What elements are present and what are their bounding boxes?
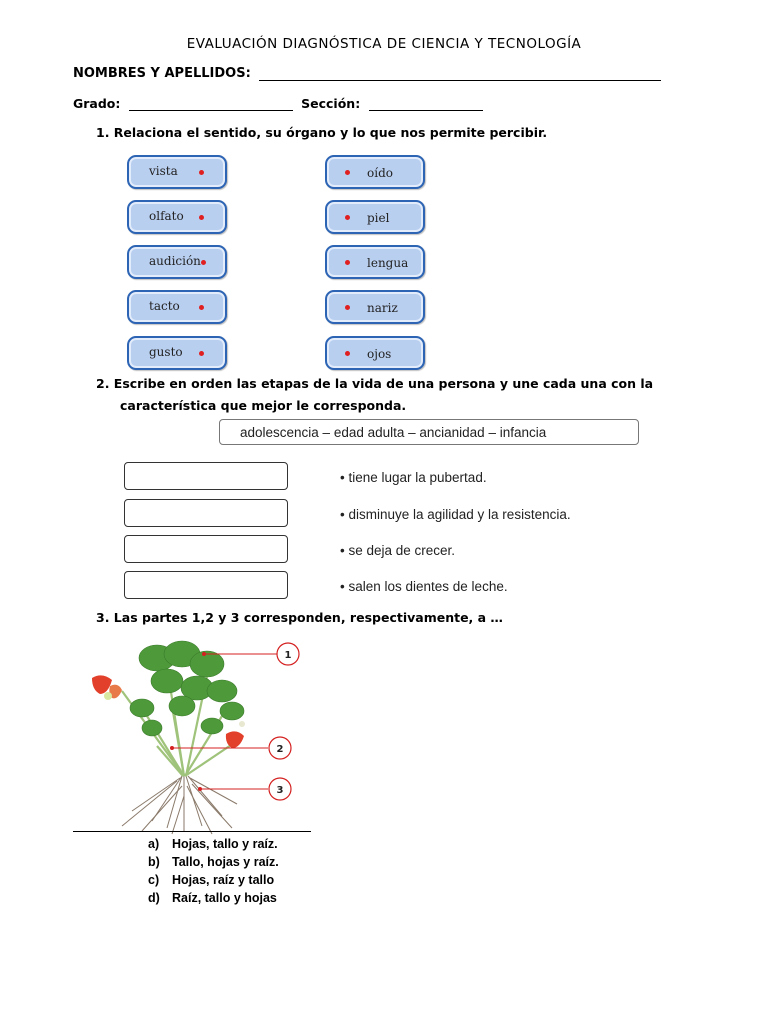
- question-3: 3. Las partes 1,2 y 3 corresponden, respectivamente, a …: [96, 610, 503, 625]
- connect-dot[interactable]: [199, 305, 204, 310]
- connect-dot[interactable]: [201, 260, 206, 265]
- grado-label: Grado:: [73, 96, 121, 111]
- seccion-label: Sección:: [301, 96, 361, 111]
- organ-card[interactable]: [325, 245, 425, 279]
- sense-label: vista: [149, 164, 178, 178]
- callout-label-3: 3: [276, 785, 284, 796]
- organ-label: lengua: [367, 256, 409, 270]
- grado-field[interactable]: [129, 97, 293, 111]
- option-letter: a): [148, 837, 160, 851]
- seccion-field[interactable]: [369, 97, 483, 111]
- sense-card[interactable]: [127, 155, 227, 189]
- connect-dot[interactable]: [345, 260, 350, 265]
- stages-word-bank: adolescencia – edad adulta – ancianidad – infancia: [219, 419, 639, 445]
- names-row: [73, 66, 661, 81]
- organ-label: ojos: [367, 347, 392, 361]
- stage-answer-box[interactable]: [124, 462, 288, 490]
- sense-card[interactable]: [127, 200, 227, 234]
- option-text: Raíz, tallo y hojas: [172, 891, 277, 905]
- leaves: [130, 641, 244, 736]
- sense-card[interactable]: [127, 245, 227, 279]
- characteristic-item: • disminuye la agilidad y la resistencia.: [340, 507, 571, 522]
- characteristic-item: • tiene lugar la pubertad.: [340, 470, 487, 485]
- connect-dot[interactable]: [345, 305, 350, 310]
- answer-options: [148, 835, 279, 907]
- question-2-line-2: característica que mejor le corresponda.: [120, 398, 407, 413]
- strawberry-plant-illustration: [72, 636, 312, 836]
- organ-card[interactable]: [325, 155, 425, 189]
- option-c[interactable]: [148, 871, 279, 889]
- option-text: Hojas, tallo y raíz.: [172, 837, 278, 851]
- callout-label-1: 1: [284, 650, 292, 661]
- organ-label: piel: [367, 211, 390, 225]
- option-letter: b): [148, 855, 160, 869]
- stage-answer-box[interactable]: [124, 499, 288, 527]
- characteristic-item: • salen los dientes de leche.: [340, 579, 508, 594]
- option-letter: d): [148, 891, 160, 905]
- connect-dot[interactable]: [199, 351, 204, 356]
- sense-card[interactable]: [127, 290, 227, 324]
- connect-dot[interactable]: [199, 215, 204, 220]
- grado-row: [73, 96, 483, 111]
- connect-dot[interactable]: [345, 215, 350, 220]
- sense-label: olfato: [149, 209, 184, 223]
- option-a[interactable]: [148, 835, 279, 853]
- option-b[interactable]: [148, 853, 279, 871]
- connect-dot[interactable]: [345, 170, 350, 175]
- stage-answer-box[interactable]: [124, 571, 288, 599]
- question-1: 1. Relaciona el sentido, su órgano y lo que nos permite percibir.: [96, 125, 548, 140]
- option-letter: c): [148, 873, 160, 887]
- question-2: [96, 373, 653, 417]
- page-title: EVALUACIÓN DIAGNÓSTICA DE CIENCIA Y TECNOLOGÍA: [186, 36, 582, 52]
- connect-dot[interactable]: [345, 351, 350, 356]
- characteristic-item: • se deja de crecer.: [340, 543, 456, 558]
- names-field[interactable]: [259, 66, 661, 81]
- option-text: Hojas, raíz y tallo: [172, 873, 275, 887]
- connect-dot[interactable]: [199, 170, 204, 175]
- callout-label-2: 2: [276, 744, 284, 755]
- divider-line: [73, 831, 311, 832]
- option-d[interactable]: [148, 889, 279, 907]
- sense-card[interactable]: [127, 336, 227, 370]
- stage-answer-box[interactable]: [124, 535, 288, 563]
- organ-card[interactable]: [325, 336, 425, 370]
- organ-label: nariz: [367, 301, 398, 315]
- option-text: Tallo, hojas y raíz.: [172, 855, 279, 869]
- question-2-line-1: 2. Escribe en orden las etapas de la vida de una persona y une cada una con la: [96, 376, 654, 391]
- roots: [122, 776, 237, 834]
- names-label: NOMBRES Y APELLIDOS:: [73, 66, 251, 81]
- sense-label: gusto: [149, 345, 183, 359]
- sense-label: tacto: [149, 299, 180, 313]
- organ-label: oído: [367, 166, 393, 180]
- organ-card[interactable]: [325, 200, 425, 234]
- organ-card[interactable]: [325, 290, 425, 324]
- sense-label: audición: [149, 254, 201, 268]
- callout-circles: [269, 643, 299, 800]
